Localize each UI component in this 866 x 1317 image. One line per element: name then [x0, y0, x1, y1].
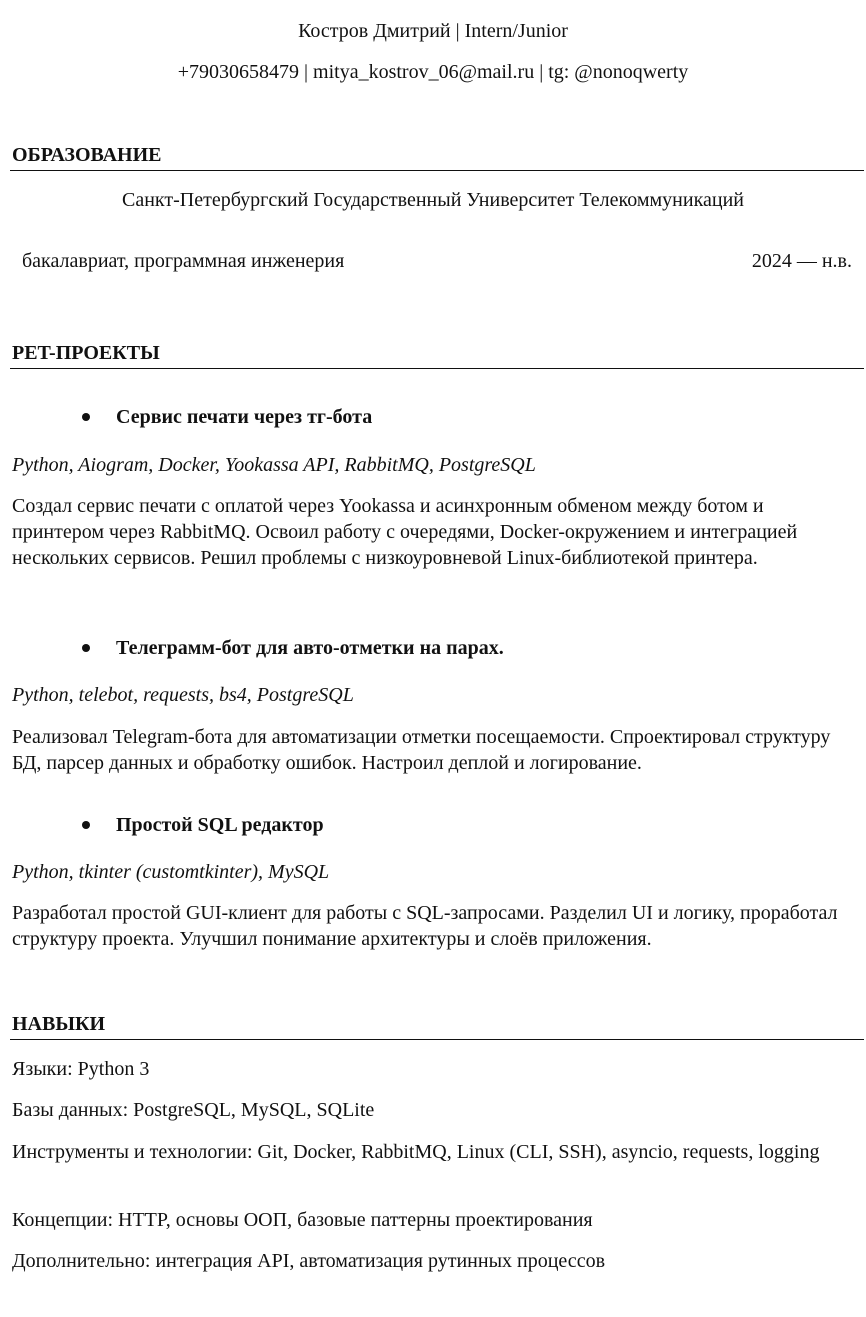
skills-title: НАВЫКИ	[12, 1013, 106, 1035]
name-line: Костров Дмитрий | Intern/Junior	[298, 20, 568, 42]
contact-line: +79030658479 | mitya_kostrov_06@mail.ru | tg: @nonoqwerty	[177, 61, 689, 83]
project-3-name: Простой SQL редактор	[116, 814, 324, 836]
skill-databases: Базы данных: PostgreSQL, MySQL, SQLite	[12, 1099, 375, 1121]
projects-divider	[10, 368, 864, 369]
university-name: Санкт-Петербургский Государственный Университет Телекоммуникаций	[122, 189, 744, 211]
project-2-stack: Python, telebot, requests, bs4, PostgreSQL	[12, 684, 354, 706]
skill-tools: Инструменты и технологии: Git, Docker, RabbitMQ, Linux (CLI, SSH), asyncio, requests, logging	[12, 1141, 820, 1163]
skills-divider	[10, 1039, 864, 1040]
project-3-stack: Python, tkinter (customtkinter), MySQL	[12, 861, 330, 883]
bullet-icon	[82, 413, 90, 421]
project-2-name: Телеграмм-бот для авто-отметки на парах.	[116, 637, 504, 659]
bullet-icon	[82, 821, 90, 829]
bullet-icon	[82, 644, 90, 652]
project-2-description: Реализовал Telegram-бота для автоматизации отметки посещаемости. Спроектировал структуру БД, парсер данных и обработку ошибок. Настроил деплой и логирование.	[12, 726, 831, 774]
degree-row	[22, 249, 852, 273]
project-3-heading	[82, 813, 324, 837]
project-1-stack: Python, Aiogram, Docker, Yookassa API, RabbitMQ, PostgreSQL	[12, 454, 536, 476]
project-1-name: Сервис печати через тг-бота	[116, 406, 373, 428]
project-1-heading	[82, 405, 372, 429]
education-divider	[10, 170, 864, 171]
project-1-description: Создал сервис печати с оплатой через Yookassa и асинхронным обменом между ботом и принтером через RabbitMQ. Освоил работу с очередями, Docker-окружением и интеграцией нескольких сервисов. Решил проблемы с низкоуровневой Linux-библиотекой принтера.	[12, 495, 798, 569]
projects-title: PET-ПРОЕКТЫ	[12, 342, 160, 364]
degree-text: бакалавриат, программная инженерия	[22, 250, 345, 272]
education-title: ОБРАЗОВАНИЕ	[12, 144, 162, 166]
skill-languages: Языки: Python 3	[12, 1058, 150, 1080]
project-3-description: Разработал простой GUI-клиент для работы с SQL-запросами. Разделил UI и логику, проработал структуру проекта. Улучшил понимание архитектуры и слоёв приложения.	[12, 902, 838, 950]
project-2-heading	[82, 636, 504, 660]
skill-concepts: Концепции: HTTP, основы ООП, базовые паттерны проектирования	[12, 1209, 593, 1231]
degree-period: 2024 — н.в.	[751, 250, 852, 272]
skill-extra: Дополнительно: интеграция API, автоматизация рутинных процессов	[12, 1250, 606, 1272]
